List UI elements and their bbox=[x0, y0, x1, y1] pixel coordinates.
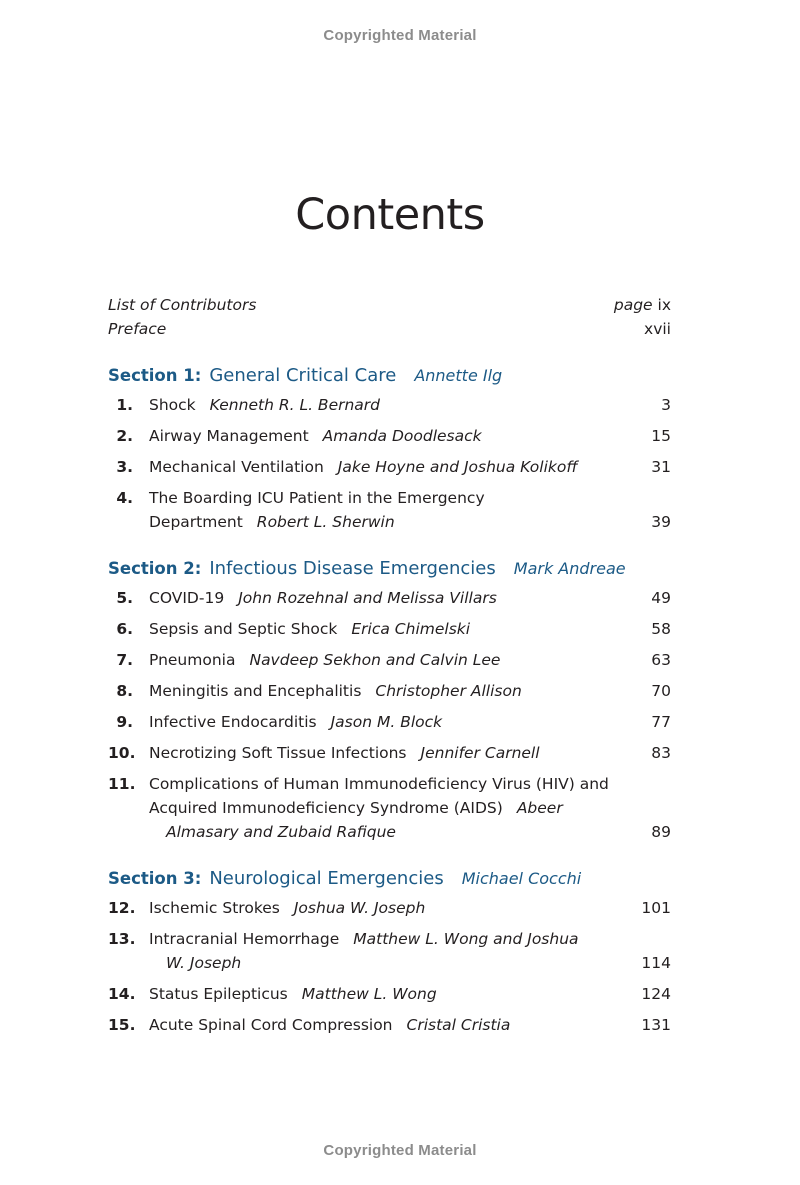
section-heading-3 bbox=[108, 865, 671, 893]
table-of-contents bbox=[108, 293, 671, 1044]
watermark-top: Copyrighted Material bbox=[323, 27, 477, 44]
chapter-page: 124 bbox=[641, 985, 671, 1003]
chapter-entry bbox=[108, 741, 671, 765]
page-title: Contents bbox=[295, 190, 485, 240]
chapter-page: 49 bbox=[651, 589, 671, 607]
chapter-title: Pneumonia bbox=[149, 651, 236, 669]
chapter-page: 63 bbox=[651, 651, 671, 669]
chapter-entry bbox=[108, 455, 671, 479]
chapter-title: Necrotizing Soft Tissue Infections bbox=[149, 744, 407, 762]
front-matter-preface bbox=[108, 317, 671, 341]
chapter-authors: Jason M. Block bbox=[330, 713, 443, 731]
chapter-authors: Amanda Doodlesack bbox=[322, 427, 482, 445]
section-title: Infectious Disease Emergencies bbox=[209, 558, 496, 579]
chapter-authors-line2: Abeer bbox=[516, 799, 563, 817]
section-heading-1 bbox=[108, 362, 671, 390]
chapter-page: 15 bbox=[651, 427, 671, 445]
chapter-number: 8. bbox=[116, 682, 133, 700]
chapter-authors: Cristal Cristia bbox=[406, 1016, 511, 1034]
page-number: xvii bbox=[644, 320, 671, 338]
section-title: Neurological Emergencies bbox=[209, 868, 444, 889]
chapter-number: 12. bbox=[108, 899, 136, 917]
chapter-number: 11. bbox=[108, 775, 136, 793]
chapter-authors: Christopher Allison bbox=[375, 682, 522, 700]
chapter-entry bbox=[108, 710, 671, 734]
chapter-title: Acute Spinal Cord Compression bbox=[149, 1016, 393, 1034]
page-prefix: page bbox=[613, 296, 653, 314]
chapter-number: 15. bbox=[108, 1016, 136, 1034]
chapter-number: 7. bbox=[116, 651, 133, 669]
front-matter-contributors bbox=[108, 293, 671, 317]
chapter-authors: Joshua W. Joseph bbox=[293, 899, 426, 917]
chapter-entry bbox=[108, 679, 671, 703]
chapter-page: 114 bbox=[641, 954, 671, 972]
chapter-title: Intracranial Hemorrhage bbox=[149, 930, 340, 948]
chapter-entry bbox=[108, 896, 671, 920]
chapter-authors: Jennifer Carnell bbox=[420, 744, 540, 762]
chapter-number: 5. bbox=[116, 589, 133, 607]
chapter-entry bbox=[108, 586, 671, 610]
section-editor: Mark Andreae bbox=[513, 559, 626, 578]
section-heading-2 bbox=[108, 555, 671, 583]
chapter-title: Ischemic Strokes bbox=[149, 899, 280, 917]
chapter-entry bbox=[108, 772, 671, 844]
chapter-authors: Kenneth R. L. Bernard bbox=[209, 396, 381, 414]
chapter-number: 13. bbox=[108, 930, 136, 948]
chapter-page: 58 bbox=[651, 620, 671, 638]
chapter-title-line2: Acquired Immunodeficiency Syndrome (AIDS) bbox=[149, 799, 503, 817]
chapter-title: Meningitis and Encephalitis bbox=[149, 682, 362, 700]
section-number: Section 2: bbox=[108, 559, 202, 578]
chapter-authors-line1: Matthew L. Wong and Joshua bbox=[353, 930, 579, 948]
chapter-page: 70 bbox=[651, 682, 671, 700]
chapter-title-line2: Department bbox=[149, 513, 243, 531]
chapter-entry bbox=[108, 617, 671, 641]
chapter-page: 39 bbox=[651, 513, 671, 531]
chapter-authors: Robert L. Sherwin bbox=[256, 513, 395, 531]
chapter-authors: Matthew L. Wong bbox=[301, 985, 437, 1003]
chapter-authors: Jake Hoyne and Joshua Kolikoff bbox=[337, 458, 578, 476]
chapter-page: 131 bbox=[641, 1016, 671, 1034]
chapter-title-line1: Complications of Human Immunodeficiency Virus (HIV) and bbox=[149, 775, 609, 793]
chapter-number: 14. bbox=[108, 985, 136, 1003]
chapter-entry bbox=[108, 486, 671, 534]
chapter-authors-line2: W. Joseph bbox=[166, 954, 242, 972]
section-editor: Annette Ilg bbox=[414, 366, 503, 385]
chapter-number: 4. bbox=[116, 489, 133, 507]
chapter-page: 31 bbox=[651, 458, 671, 476]
chapter-entry bbox=[108, 982, 671, 1006]
watermark-bottom: Copyrighted Material bbox=[323, 1142, 477, 1159]
chapter-title: Mechanical Ventilation bbox=[149, 458, 324, 476]
page-number: ix bbox=[657, 296, 671, 314]
chapter-entry bbox=[108, 648, 671, 672]
chapter-title: Shock bbox=[149, 396, 196, 414]
front-matter-page bbox=[614, 293, 671, 317]
chapter-number: 10. bbox=[108, 744, 136, 762]
section-editor: Michael Cocchi bbox=[461, 869, 582, 888]
front-matter-label: List of Contributors bbox=[108, 296, 257, 314]
chapter-number: 6. bbox=[116, 620, 133, 638]
chapter-title-line1: The Boarding ICU Patient in the Emergency bbox=[149, 489, 485, 507]
chapter-page: 3 bbox=[661, 396, 671, 414]
chapter-number: 3. bbox=[116, 458, 133, 476]
chapter-page: 101 bbox=[641, 899, 671, 917]
front-matter-label: Preface bbox=[108, 320, 167, 338]
chapter-title: Airway Management bbox=[149, 427, 309, 445]
chapter-authors: Erica Chimelski bbox=[351, 620, 471, 638]
chapter-number: 2. bbox=[116, 427, 133, 445]
chapter-authors-line3: Almasary and Zubaid Rafique bbox=[166, 823, 396, 841]
chapter-entry bbox=[108, 393, 671, 417]
chapter-authors: John Rozehnal and Melissa Villars bbox=[238, 589, 497, 607]
section-number: Section 1: bbox=[108, 366, 202, 385]
chapter-entry bbox=[108, 424, 671, 448]
chapter-number: 9. bbox=[116, 713, 133, 731]
chapter-entry bbox=[108, 1013, 671, 1037]
chapter-authors: Navdeep Sekhon and Calvin Lee bbox=[249, 651, 501, 669]
chapter-page: 83 bbox=[651, 744, 671, 762]
section-number: Section 3: bbox=[108, 869, 202, 888]
section-title: General Critical Care bbox=[209, 365, 397, 386]
chapter-page: 89 bbox=[651, 823, 671, 841]
chapter-title: Sepsis and Septic Shock bbox=[149, 620, 338, 638]
chapter-title: Infective Endocarditis bbox=[149, 713, 317, 731]
chapter-page: 77 bbox=[651, 713, 671, 731]
chapter-entry bbox=[108, 927, 671, 975]
chapter-title: COVID-19 bbox=[149, 589, 225, 607]
chapter-number: 1. bbox=[116, 396, 133, 414]
chapter-title: Status Epilepticus bbox=[149, 985, 288, 1003]
